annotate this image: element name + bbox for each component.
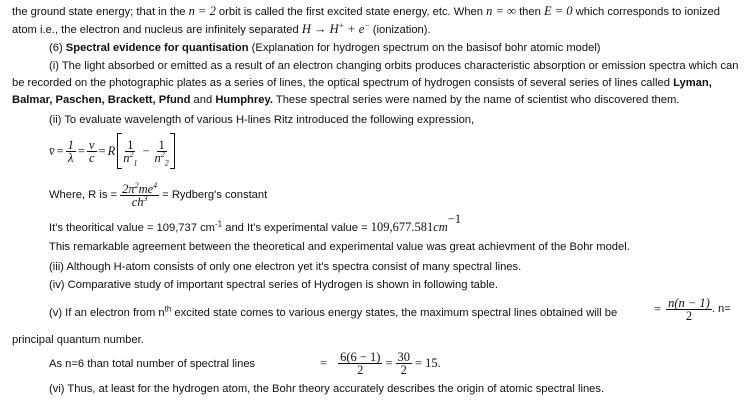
- fraction: $\frac{30}{2}$: [397, 349, 410, 377]
- bracket-group: $\frac{1}{n^2_1}$ − $\frac{1}{n^2_2}$: [117, 133, 175, 169]
- fraction: $\frac{1}{n^2_1}$: [123, 137, 138, 167]
- fraction: $\frac{n(n - 1)}{2}$: [668, 295, 710, 323]
- spectral-lines-calculation: = $\frac{6(6 - 1)}{2}$ = $\frac{30}{2}$ = 15.: [320, 349, 441, 377]
- ritz-equation: v̄ = $\frac{1}{\lambda}$ = $\frac{v}{c}$ = R $\frac{1}{n^2_1}$ − $\frac{1}{n^2_2}$: [49, 131, 175, 171]
- paragraph-line: principal quantum number.: [12, 334, 144, 346]
- text: which corresponds to ionized: [572, 6, 720, 18]
- rydberg-definition: Where, R is = $\frac{2\pi^2me^4}{ch^3}$ = Rydberg's constant: [49, 180, 268, 209]
- fraction: $\frac{6(6 - 1)}{2}$: [340, 349, 381, 377]
- section-heading: (6) Spectral evidence for quantisation (Explanation for hydrogen spectrum on the basisof bohr atomic model): [49, 42, 601, 54]
- text: then: [515, 6, 544, 18]
- paragraph-line: (i) The light absorbed or emitted as a result of an electron changing orbits produces characteristic absorption or emission spectra which can: [49, 60, 739, 72]
- paragraph-line: Balmar, Paschen, Brackett, Pfund and Humphrey. These spectral series were named by the name of scientist who discovered them.: [12, 94, 680, 106]
- math-n2: n = 2: [188, 4, 216, 18]
- fraction: $\frac{1}{n^2_2}$: [154, 137, 169, 167]
- paragraph-line: (v) If an electron from $n^{th}$ excited state comes to various energy states, the maximum spectral lines obtained will be: [49, 304, 618, 319]
- paragraph-line: (vi) Thus, at least for the hydrogen atom, the Bohr theory accurately describes the origin of atomic spectral lines.: [49, 383, 605, 395]
- text: orbit is called the first excited state energy, etc. When: [215, 6, 487, 18]
- paragraph-line: (ii) To evaluate wavelength of various H-lines Ritz introduced the following expression,: [49, 114, 475, 126]
- max-lines-formula: = $\frac{n(n - 1)}{2}$ . n=: [654, 295, 731, 323]
- fraction: $\frac{1}{\lambda}$: [67, 137, 74, 165]
- paragraph-line: (iv) Comparative study of important spectral series of Hydrogen is shown in following table.: [49, 279, 498, 291]
- fraction: $\frac{2\pi^2me^4}{ch^3}$: [122, 180, 158, 209]
- paragraph-line: It's theoritical value = 109,737 $cm^{-1}$ and It's experimental value = $109,677.581cm^{-1}$: [49, 212, 462, 234]
- text: (ionization).: [369, 24, 431, 36]
- paragraph-line: [12, 4, 720, 19]
- paragraph-line: be recorded on the photographic plates as a series of lines, the optical spectrum of hydrogen consists of several series of lines called Lyman,: [12, 77, 712, 89]
- text: the ground state energy; that in the: [12, 6, 189, 18]
- math-ionization: H → H+ + e−: [301, 20, 370, 36]
- fraction: $\frac{v}{c}$: [88, 137, 95, 165]
- paragraph-line: [12, 22, 431, 37]
- text: atom i.e., the electron and nucleus are infinitely separated: [12, 24, 302, 36]
- math-ninf: n = ∞: [486, 4, 516, 18]
- paragraph-line: As n=6 than total number of spectral lines: [49, 358, 256, 370]
- math-e0: E = 0: [543, 4, 573, 18]
- paragraph-line: (iii) Although H-atom consists of only one electron yet it's spectra consist of many spectral lines.: [49, 261, 522, 273]
- paragraph-line: This remarkable agreement between the theoretical and experimental value was great achievment of the Bohr model.: [49, 241, 630, 253]
